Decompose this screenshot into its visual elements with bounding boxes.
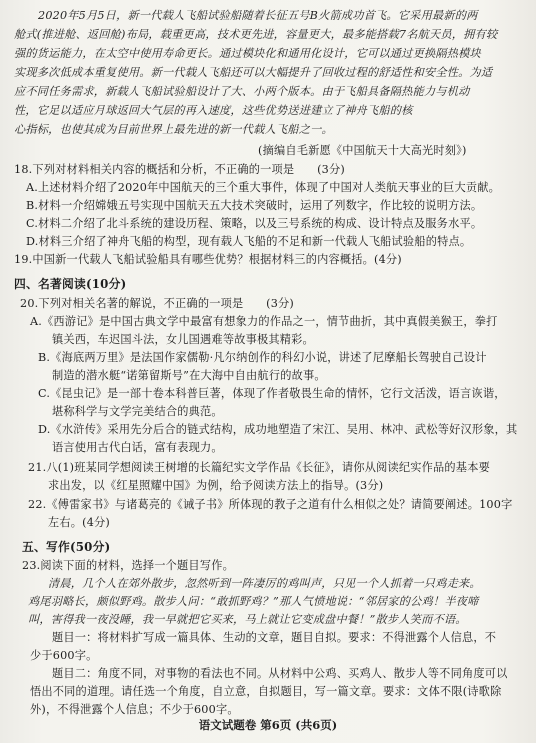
section4-title: 四、名著阅读(10分) <box>14 277 127 291</box>
q22-line-2: 左右。(4分) <box>48 516 110 529</box>
material3-line-4: 实现多次低成本重复使用。新一代载人飞船还可以大幅提升了回收过程的舒适性和安全性。为适 <box>14 66 493 79</box>
q23-story-2: 鸡尾羽略长，颇似野鸡。散步人问：“敢抓野鸡？”那人气愤地说：“邻居家的公鸡！半夜啼 <box>28 595 479 608</box>
q23-topic1-1: 题目一：将材料扩写成一篇具体、生动的文章，题目自拟。要求：不得泄露个人信息，不 <box>52 631 497 644</box>
q20-line-a1: A.《西游记》是中国古典文学中最富有想象力的作品之一，情节曲折，其中真假美猴王，拳打 <box>30 315 498 328</box>
q18-option-b: B.材料一介绍嫦娥五号实现中国航天五大技术突破时，运用了列数字，作比较的说明方法。 <box>26 199 483 212</box>
q23-stem: 23.阅读下面的材料，选择一个题目写作。 <box>22 559 234 572</box>
material3-line-2: 舱式(推进舱、返回舱)布局，载重更高，技术更先进，容量更大，最多能搭载7名航天员，拥有较 <box>14 28 498 41</box>
material3-source: (摘编自毛新愿《中国航天十大高光时刻》) <box>258 144 467 157</box>
q20-stem: 20.下列对相关名著的解说，不正确的一项是 (3分) <box>20 297 294 310</box>
q18-option-c: C.材料二介绍了北斗系统的建设历程、策略，以及三号系统的构成、设计特点及服务水平。 <box>26 217 483 230</box>
q23-topic2-1: 题目二：角度不同，对事物的看法也不同。从材料中公鸡、买鸡人、散步人等不同角度可以 <box>52 667 508 680</box>
q20-line-d1: D.《水浒传》采用先分后合的链式结构，成功地塑造了宋江、吴用、林冲、武松等好汉形象，其 <box>38 423 518 436</box>
q18-stem: 18.下列对材料相关内容的概括和分析，不正确的一项是 (3分) <box>14 163 345 176</box>
material3-line-3: 强的货运能力，在太空中使用寿命更长。通过模块化和通用化设计，它可以通过更换隔热模块 <box>14 47 481 60</box>
q22-line-1: 22.《傅雷家书》与诸葛亮的《诫子书》所体现的教子之道有什么相似之处？请简要阐述。100字 <box>28 498 513 511</box>
q20-line-d2: 语言使用古代白话，富有表现力。 <box>52 441 223 454</box>
q23-story-1: 清晨，几个人在郊外散步，忽然听到一阵凄厉的鸡叫声，只见一个人抓着一只鸡走来。 <box>48 577 481 590</box>
page-footer: 语文试题卷 第6页 (共6页) <box>198 718 338 732</box>
q20-line-c2: 堪称科学与文学完美结合的典范。 <box>52 405 223 418</box>
q20-line-b2: 制造的潜水艇“诺第留斯号”在大海中自由航行的故事。 <box>52 369 326 382</box>
q23-topic2-2: 悟出不同的道理。请任选一个角度，自立意，自拟题目，写一篇文章。要求：文体不限(诗歌除 <box>30 685 502 698</box>
q20-line-c1: C.《昆虫记》是一部十卷本科普巨著，体现了作者敬畏生命的情怀，它行文活泼，语言诙谐， <box>38 387 506 400</box>
q23-topic2-3: 外)，不得泄露个人信息；不少于600字。 <box>30 703 239 716</box>
material3-line-5: 应不同任务需求，新载人飞船试验船设计了大、小两个版本。由于飞船具备隔热能力与机动 <box>14 85 470 98</box>
q20-line-b1: B.《海底两万里》是法国作家儒勒·凡尔纳创作的科幻小说，讲述了尼摩船长驾驶自己设计 <box>38 351 487 364</box>
material3-line-1: 2020年5月5日，新一代载人飞船试验船随着长征五号B火箭成功首飞。它采用最新的两 <box>38 9 478 22</box>
q18-option-d: D.材料三介绍了神舟飞船的构型，现有载人飞船的不足和新一代载人飞船试验船的特点。 <box>26 235 472 248</box>
q18-option-a: A.上述材料介绍了2020年中国航天的三个重大事件，体现了中国对人类航天事业的巨大贡献。 <box>26 181 501 194</box>
material3-line-6: 性，它足以适应月球返回大气层的再入速度，这些优势送进建立了神舟飞船的核 <box>14 104 413 117</box>
material3-line-7: 心指标，也使其成为目前世界上最先进的新一代载人飞船之一。 <box>14 123 333 136</box>
q21-line-2: 求出发，以《红星照耀中国》为例，给予阅读方法上的指导。(3分) <box>48 479 384 492</box>
q23-topic1-2: 少于600字。 <box>30 649 98 662</box>
q21-line-1: 21.八(1)班某同学想阅读王树增的长篇纪实文学作品《长征》，请你从阅读纪实作品的基本要 <box>28 461 490 474</box>
q20-line-a2: 镇关西，车迟国斗法，女儿国遇难等故事极其精彩。 <box>52 333 314 346</box>
section5-title: 五、写作(50分) <box>22 540 111 554</box>
q23-story-3: 叫，害得我一夜没睡，我一早就把它买来，马上就让它变成盘中餐！”散步人笑而不语。 <box>28 613 467 626</box>
q19-stem: 19.中国新一代载人飞船试验船具有哪些优势？根据材料三的内容概括。(4分) <box>14 253 402 266</box>
